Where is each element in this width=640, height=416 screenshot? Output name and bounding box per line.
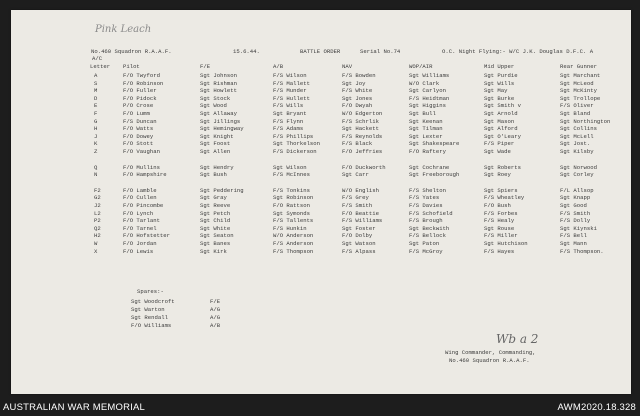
air-bomber: F/S Hullett [273, 94, 310, 102]
pilot-name: F/O Lewis [123, 247, 154, 255]
wireless-operator: F/S Brough [409, 217, 443, 225]
rear-gunner: Sgt Bland [560, 110, 591, 117]
table-row [11, 140, 631, 147]
table-row [11, 217, 631, 224]
wireless-operator: F/S Schofield [409, 209, 453, 217]
table-row [11, 210, 631, 217]
navigator: Sgt Jones [342, 94, 373, 102]
spare-name: Sgt Woodcroft [131, 298, 175, 305]
flight-engineer: Sgt Jillings [200, 117, 241, 125]
rear-gunner: Sgt McKinty [560, 87, 597, 95]
table-row [11, 194, 631, 201]
aircraft-letter: J [94, 132, 98, 140]
air-bomber: F/S Tonkins [273, 186, 310, 194]
pilot-name: F/O Fuller [123, 87, 157, 95]
pilot-name: F/O Cullen [123, 194, 157, 202]
air-bomber: Sgt Symonds [273, 209, 310, 217]
rear-gunner: Sgt Good [560, 202, 587, 209]
footer-accession-number: AWM2020.18.328 [557, 402, 636, 413]
table-row [11, 171, 631, 178]
aircraft-letter: P2 [94, 217, 101, 225]
wireless-operator: F/O Raftery [409, 148, 446, 155]
mid-upper-gunner: Sgt Hutchison [484, 240, 528, 247]
mid-upper-gunner: F/S Wheatley [484, 194, 525, 202]
wireless-operator: Sgt Bull [409, 110, 436, 117]
signature: Wb a 2 [496, 332, 539, 346]
navigator: Sgt Watson [342, 240, 376, 247]
pilot-name: F/O Pincombe [123, 202, 164, 209]
aircraft-letter: W [94, 240, 98, 247]
pilot-name: F/O Stott [123, 140, 154, 148]
wireless-operator: F/S Heidtman [409, 94, 450, 102]
navigator: F/S Smith [342, 202, 373, 209]
pilot-name: F/O Jordan [123, 240, 157, 247]
col-header-nav: NAV [342, 63, 353, 70]
pilot-name: F/O Tarlant [123, 217, 160, 225]
wireless-operator: Sgt Carlyon [409, 87, 446, 95]
flight-engineer: Sgt Knight [200, 132, 234, 140]
air-bomber: F/O Rattson [273, 202, 310, 209]
flight-engineer: Sgt Seaton [200, 232, 234, 240]
night-flying-officer: O.C. Night Flying:- W/C J.K. Douglas D.F.C. A [442, 48, 594, 55]
table-row [11, 87, 631, 94]
table-row [11, 110, 631, 117]
rear-gunner: F/S Smith [560, 209, 591, 217]
aircraft-letter: H2 [94, 232, 101, 240]
mid-upper-gunner: F/O Bush [484, 202, 511, 209]
air-bomber: F/S Tallents [273, 217, 314, 225]
air-bomber: F/S Hunkin [273, 224, 307, 232]
pilot-name: F/O Twyford [123, 72, 160, 79]
pilot-name: F/O Vaughan [123, 148, 160, 155]
wireless-operator: Sgt Williams [409, 72, 450, 79]
flight-engineer: Sgt Howlett [200, 87, 237, 95]
air-bomber: F/S Wilson [273, 72, 307, 79]
air-bomber: F/S Munder [273, 87, 307, 95]
air-bomber: F/S Adams [273, 125, 304, 133]
wireless-operator: Sgt Higgins [409, 102, 446, 110]
navigator: F/S Williams [342, 217, 383, 225]
rear-gunner: F/S Oliver [560, 102, 594, 110]
mid-upper-gunner: F/S Piper [484, 140, 515, 148]
wireless-operator: F/S Shelton [409, 186, 446, 194]
flight-engineer: Sgt Child [200, 217, 231, 225]
col-header-pilot: Pilot [123, 63, 140, 70]
wireless-operator: F/S Yates [409, 194, 440, 202]
flight-engineer: Sgt Johnson [200, 72, 237, 79]
aircraft-letter: Z [94, 148, 98, 155]
table-row [11, 187, 631, 194]
rear-gunner: F/S Dolly [560, 217, 591, 225]
pilot-name: F/O Lamble [123, 186, 157, 194]
pilot-name: F/O Lumm [123, 110, 150, 117]
col-header-rear-gunner: Rear Gunner [560, 63, 597, 70]
flight-engineer: Sgt Peddering [200, 186, 244, 194]
rear-gunner: Sgt McLeod [560, 79, 594, 87]
navigator: F/S Grey [342, 194, 369, 202]
rear-gunner: Sgt Kiynski [560, 224, 597, 232]
table-row [11, 95, 631, 102]
flight-engineer: Sgt Gray [200, 194, 227, 202]
wireless-operator: F/S McGroy [409, 247, 443, 255]
aircraft-letter: F [94, 110, 98, 117]
col-header-ac: A/C [92, 55, 103, 62]
wireless-operator: Sgt Freeborough [409, 171, 460, 179]
mid-upper-gunner: Sgt Rouse [484, 224, 515, 232]
wireless-operator: F/S Davies [409, 202, 443, 209]
rear-gunner: Sgt Northington [560, 117, 611, 125]
navigator: Sgt Foster [342, 224, 376, 232]
navigator: F/O Jeffries [342, 148, 383, 155]
rear-gunner: Sgt McLell [560, 132, 594, 140]
pilot-name: F/O Robinson [123, 79, 164, 87]
air-bomber: W/O Anderson [273, 232, 314, 240]
serial-number: Serial No.74 [360, 48, 401, 55]
col-header-ab: A/B [273, 63, 284, 70]
pilot-name: F/O Pidock [123, 94, 157, 102]
flight-engineer: Sgt Allen [200, 148, 231, 155]
rear-gunner: Sgt Kilsby [560, 148, 594, 155]
rear-gunner: Sgt Collins [560, 125, 597, 133]
spare-name: Sgt Rendall [131, 314, 168, 321]
wireless-operator: Sgt Lexter [409, 132, 443, 140]
air-bomber: F/S McInnes [273, 171, 310, 179]
navigator: F/O Beattie [342, 209, 379, 217]
air-bomber: F/S Mallett [273, 79, 310, 87]
aircraft-letter: J2 [94, 202, 101, 209]
spare-name: Sgt Warton [131, 306, 165, 313]
mid-upper-gunner: F/S Forbes [484, 209, 518, 217]
navigator: Sgt Joy [342, 79, 366, 87]
table-row [11, 202, 631, 209]
table-row [11, 102, 631, 109]
document-sheet [11, 10, 631, 394]
aircraft-letter: H [94, 125, 98, 133]
table-row [11, 164, 631, 171]
rear-gunner: Sgt Jost. [560, 140, 591, 148]
air-bomber: F/S Flynn [273, 117, 304, 125]
order-date: 15.6.44. [233, 48, 260, 55]
wireless-operator: Sgt Cochrane [409, 163, 450, 171]
navigator: F/S Black [342, 140, 373, 148]
air-bomber: F/S Dickerson [273, 148, 317, 155]
mid-upper-gunner: Sgt Mason [484, 117, 515, 125]
air-bomber: Sgt Bryant [273, 110, 307, 117]
wireless-operator: F/S Bellock [409, 232, 446, 240]
mid-upper-gunner: Sgt Burke [484, 94, 515, 102]
air-bomber: F/S Phillips [273, 132, 314, 140]
navigator: F/S White [342, 87, 373, 95]
mid-upper-gunner: F/S Miller [484, 232, 518, 240]
table-row [11, 248, 631, 255]
mid-upper-gunner: Sgt Arnold [484, 110, 518, 117]
aircraft-letter: D [94, 94, 98, 102]
flight-engineer: Sgt Foost [200, 140, 231, 148]
signature-unit: No.460 Squadron R.A.A.F. [449, 357, 530, 364]
table-row [11, 133, 631, 140]
navigator: F/S Schrlik [342, 117, 379, 125]
footer-institution: AUSTRALIAN WAR MEMORIAL [3, 402, 146, 413]
pilot-name: F/S Duncan [123, 117, 157, 125]
spare-role: A/G [210, 314, 221, 321]
air-bomber: Sgt Robinson [273, 194, 314, 202]
pilot-name: F/O Hampshire [123, 171, 167, 179]
mid-upper-gunner: Sgt Roey [484, 171, 511, 179]
aircraft-letter: X [94, 247, 98, 255]
aircraft-letter: E [94, 102, 98, 110]
navigator: Sgt Carr [342, 171, 369, 179]
flight-engineer: Sgt Hemingway [200, 125, 244, 133]
pilot-name: P/O Crose [123, 102, 154, 110]
navigator: W/O Edgerton [342, 110, 383, 117]
navigator: F/S Alpass [342, 247, 376, 255]
handwritten-annotation: Pink Leach [95, 24, 152, 35]
aircraft-letter: Q [94, 163, 98, 171]
air-bomber: F/S Wills [273, 102, 304, 110]
air-bomber: Sgt Wilson [273, 163, 307, 171]
rear-gunner: Sgt Mann [560, 240, 587, 247]
aircraft-letter: S [94, 79, 98, 87]
wireless-operator: Sgt Keenan [409, 117, 443, 125]
flight-engineer: Sgt Petch [200, 209, 231, 217]
spare-role: A/G [210, 306, 221, 313]
navigator: F/O Dolby [342, 232, 373, 240]
pilot-name: F/O Mullins [123, 163, 160, 171]
flight-engineer: Sgt Stock [200, 94, 231, 102]
pilot-name: F/O Tarnel [123, 224, 157, 232]
mid-upper-gunner: Sgt Spiers [484, 186, 518, 194]
rear-gunner: Sgt Norwood [560, 163, 597, 171]
table-row [11, 225, 631, 232]
spare-name: F/O Williams [131, 322, 172, 329]
pilot-name: F/O Dowey [123, 132, 154, 140]
table-row [11, 125, 631, 132]
signature-title: Wing Commander, Commanding, [445, 349, 536, 356]
mid-upper-gunner: Sgt O'Leary [484, 132, 521, 140]
navigator: W/O English [342, 186, 379, 194]
rear-gunner: Sgt Marchant [560, 72, 601, 79]
navigator: F/S Bowden [342, 72, 376, 79]
flight-engineer: Sgt Kirk [200, 247, 227, 255]
table-row [11, 148, 631, 155]
mid-upper-gunner: F/S Hayes [484, 247, 515, 255]
rear-gunner: F/L Allsop [560, 186, 594, 194]
col-header-mid-upper: Mid Upper [484, 63, 515, 70]
aircraft-letter: F2 [94, 186, 101, 194]
navigator: F/S Reynolds [342, 132, 383, 140]
rear-gunner: Sgt Trollope [560, 94, 601, 102]
col-header-fe: F/E [200, 63, 211, 70]
pilot-name: F/O Hofstetter [123, 232, 170, 240]
air-bomber: Sgt Thorkelson [273, 140, 320, 148]
mid-upper-gunner: Sgt Alford [484, 125, 518, 133]
navigator: Sgt Hackett [342, 125, 379, 133]
aircraft-letter: L2 [94, 209, 101, 217]
mid-upper-gunner: Sgt Smith v [484, 102, 521, 110]
aircraft-letter: Q2 [94, 224, 101, 232]
flight-engineer: Sgt Banes [200, 240, 231, 247]
col-header-letter: Letter [90, 63, 111, 70]
pilot-name: F/O Lynch [123, 209, 154, 217]
table-row [11, 72, 631, 79]
flight-engineer: Sgt Wood [200, 102, 227, 110]
flight-engineer: Sgt Bush [200, 171, 227, 179]
spare-role: F/E [210, 298, 221, 305]
col-header-wopair: WOP/AIR [409, 63, 433, 70]
aircraft-letter: M [94, 87, 98, 95]
air-bomber: F/S Anderson [273, 240, 314, 247]
order-title: BATTLE ORDER [300, 48, 341, 55]
wireless-operator: W/O Clark [409, 79, 440, 87]
mid-upper-gunner: Sgt May [484, 87, 508, 95]
mid-upper-gunner: Sgt Roberts [484, 163, 521, 171]
air-bomber: F/S Thompson [273, 247, 314, 255]
flight-engineer: Sgt White [200, 224, 231, 232]
table-row [11, 232, 631, 239]
aircraft-letter: K [94, 140, 98, 148]
wireless-operator: Sgt Shakespeare [409, 140, 460, 148]
flight-engineer: Sgt Allaway [200, 110, 237, 117]
mid-upper-gunner: F/S Healy [484, 217, 515, 225]
flight-engineer: Sgt Reeve [200, 202, 231, 209]
table-row [11, 80, 631, 87]
pilot-name: F/O Watts [123, 125, 154, 133]
navigator: F/O Duckworth [342, 163, 386, 171]
wireless-operator: Sgt Beckwith [409, 224, 450, 232]
rear-gunner: F/S Thompson. [560, 247, 604, 255]
spares-title: Spares:- [137, 288, 164, 295]
aircraft-letter: G [94, 117, 98, 125]
squadron-heading: No.460 Squadron R.A.A.F. [91, 48, 172, 55]
aircraft-letter: A [94, 72, 98, 79]
wireless-operator: Sgt Tilman [409, 125, 443, 133]
table-row [11, 240, 631, 247]
flight-engineer: Sgt Rishman [200, 79, 237, 87]
wireless-operator: Sgt Paton [409, 240, 440, 247]
navigator: F/O Dwyah [342, 102, 373, 110]
aircraft-letter: N [94, 171, 98, 179]
table-row [11, 118, 631, 125]
aircraft-letter: G2 [94, 194, 101, 202]
rear-gunner: F/S Bell [560, 232, 587, 240]
rear-gunner: Sgt Corley [560, 171, 594, 179]
mid-upper-gunner: Sgt Wills [484, 79, 515, 87]
spare-role: A/B [210, 322, 221, 329]
mid-upper-gunner: Sgt Purdie [484, 72, 518, 79]
flight-engineer: Sgt Hendry [200, 163, 234, 171]
rear-gunner: Sgt Knapp [560, 194, 591, 202]
mid-upper-gunner: Sgt Wade [484, 148, 511, 155]
